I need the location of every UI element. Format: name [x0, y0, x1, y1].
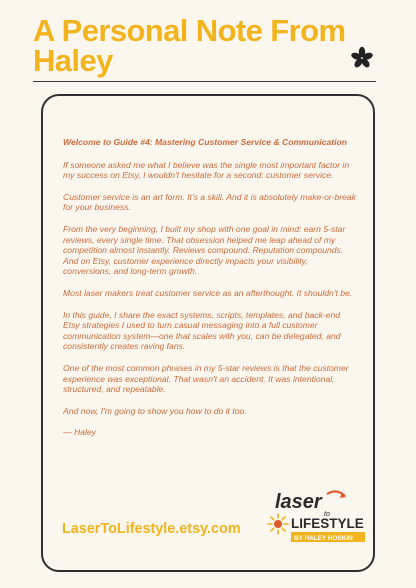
asterisk-icon: [350, 46, 374, 70]
sun-icon: [268, 514, 288, 534]
note-paragraph: Most laser makers treat customer service as an afterthought. It shouldn't be.: [63, 287, 353, 298]
header-divider: [33, 81, 376, 82]
logo-word-lifestyle: LIFESTYLE: [291, 516, 364, 531]
note-paragraph: Customer service is an art form. It's a skill. And it is absolutely make-or-break for your business.: [63, 191, 356, 213]
page-title: A Personal Note From Haley: [33, 13, 346, 78]
note-card: [41, 94, 375, 572]
logo-word-laser: laser: [275, 491, 322, 513]
note-signature: — Haley: [63, 427, 96, 438]
logo-word-to: to: [324, 511, 330, 518]
note-paragraph: One of the most common phrases in my 5-star reviews is that the customer experience was exceptional. That wasn't an accident. It was intentional, structured, and repeatable.: [63, 362, 349, 395]
logo-byline: BY HALEY HOSKIN: [294, 535, 353, 542]
brand-logo: [265, 486, 369, 554]
note-paragraph: And now, I'm going to show you how to do it too.: [63, 405, 247, 416]
note-paragraph: From the very beginning, I built my shop with one goal in mind: earn 5-star reviews, every single time. That obsession helped me leap ahead of my competition almost instantly. Reviews compound. Reputation compounds. And on Etsy, customer experience directly impacts your visibility, conversions, and long-term growth.: [63, 223, 346, 277]
note-paragraph: If someone asked me what I believe was the single most important factor in my success on Etsy, I wouldn't hesitate for a second: customer service.: [63, 159, 350, 181]
note-body: [63, 137, 357, 449]
note-paragraph: In this guide, I share the exact systems, scripts, templates, and back-end Etsy strategies I used to turn casual messaging into a full customer communication system—one that scales with you, can be delegated, and consistently creates raving fans.: [63, 309, 341, 352]
note-intro: Welcome to Guide #4: Mastering Customer Service & Communication: [63, 137, 347, 147]
shop-link[interactable]: LaserToLifestyle.etsy.com: [62, 521, 241, 537]
